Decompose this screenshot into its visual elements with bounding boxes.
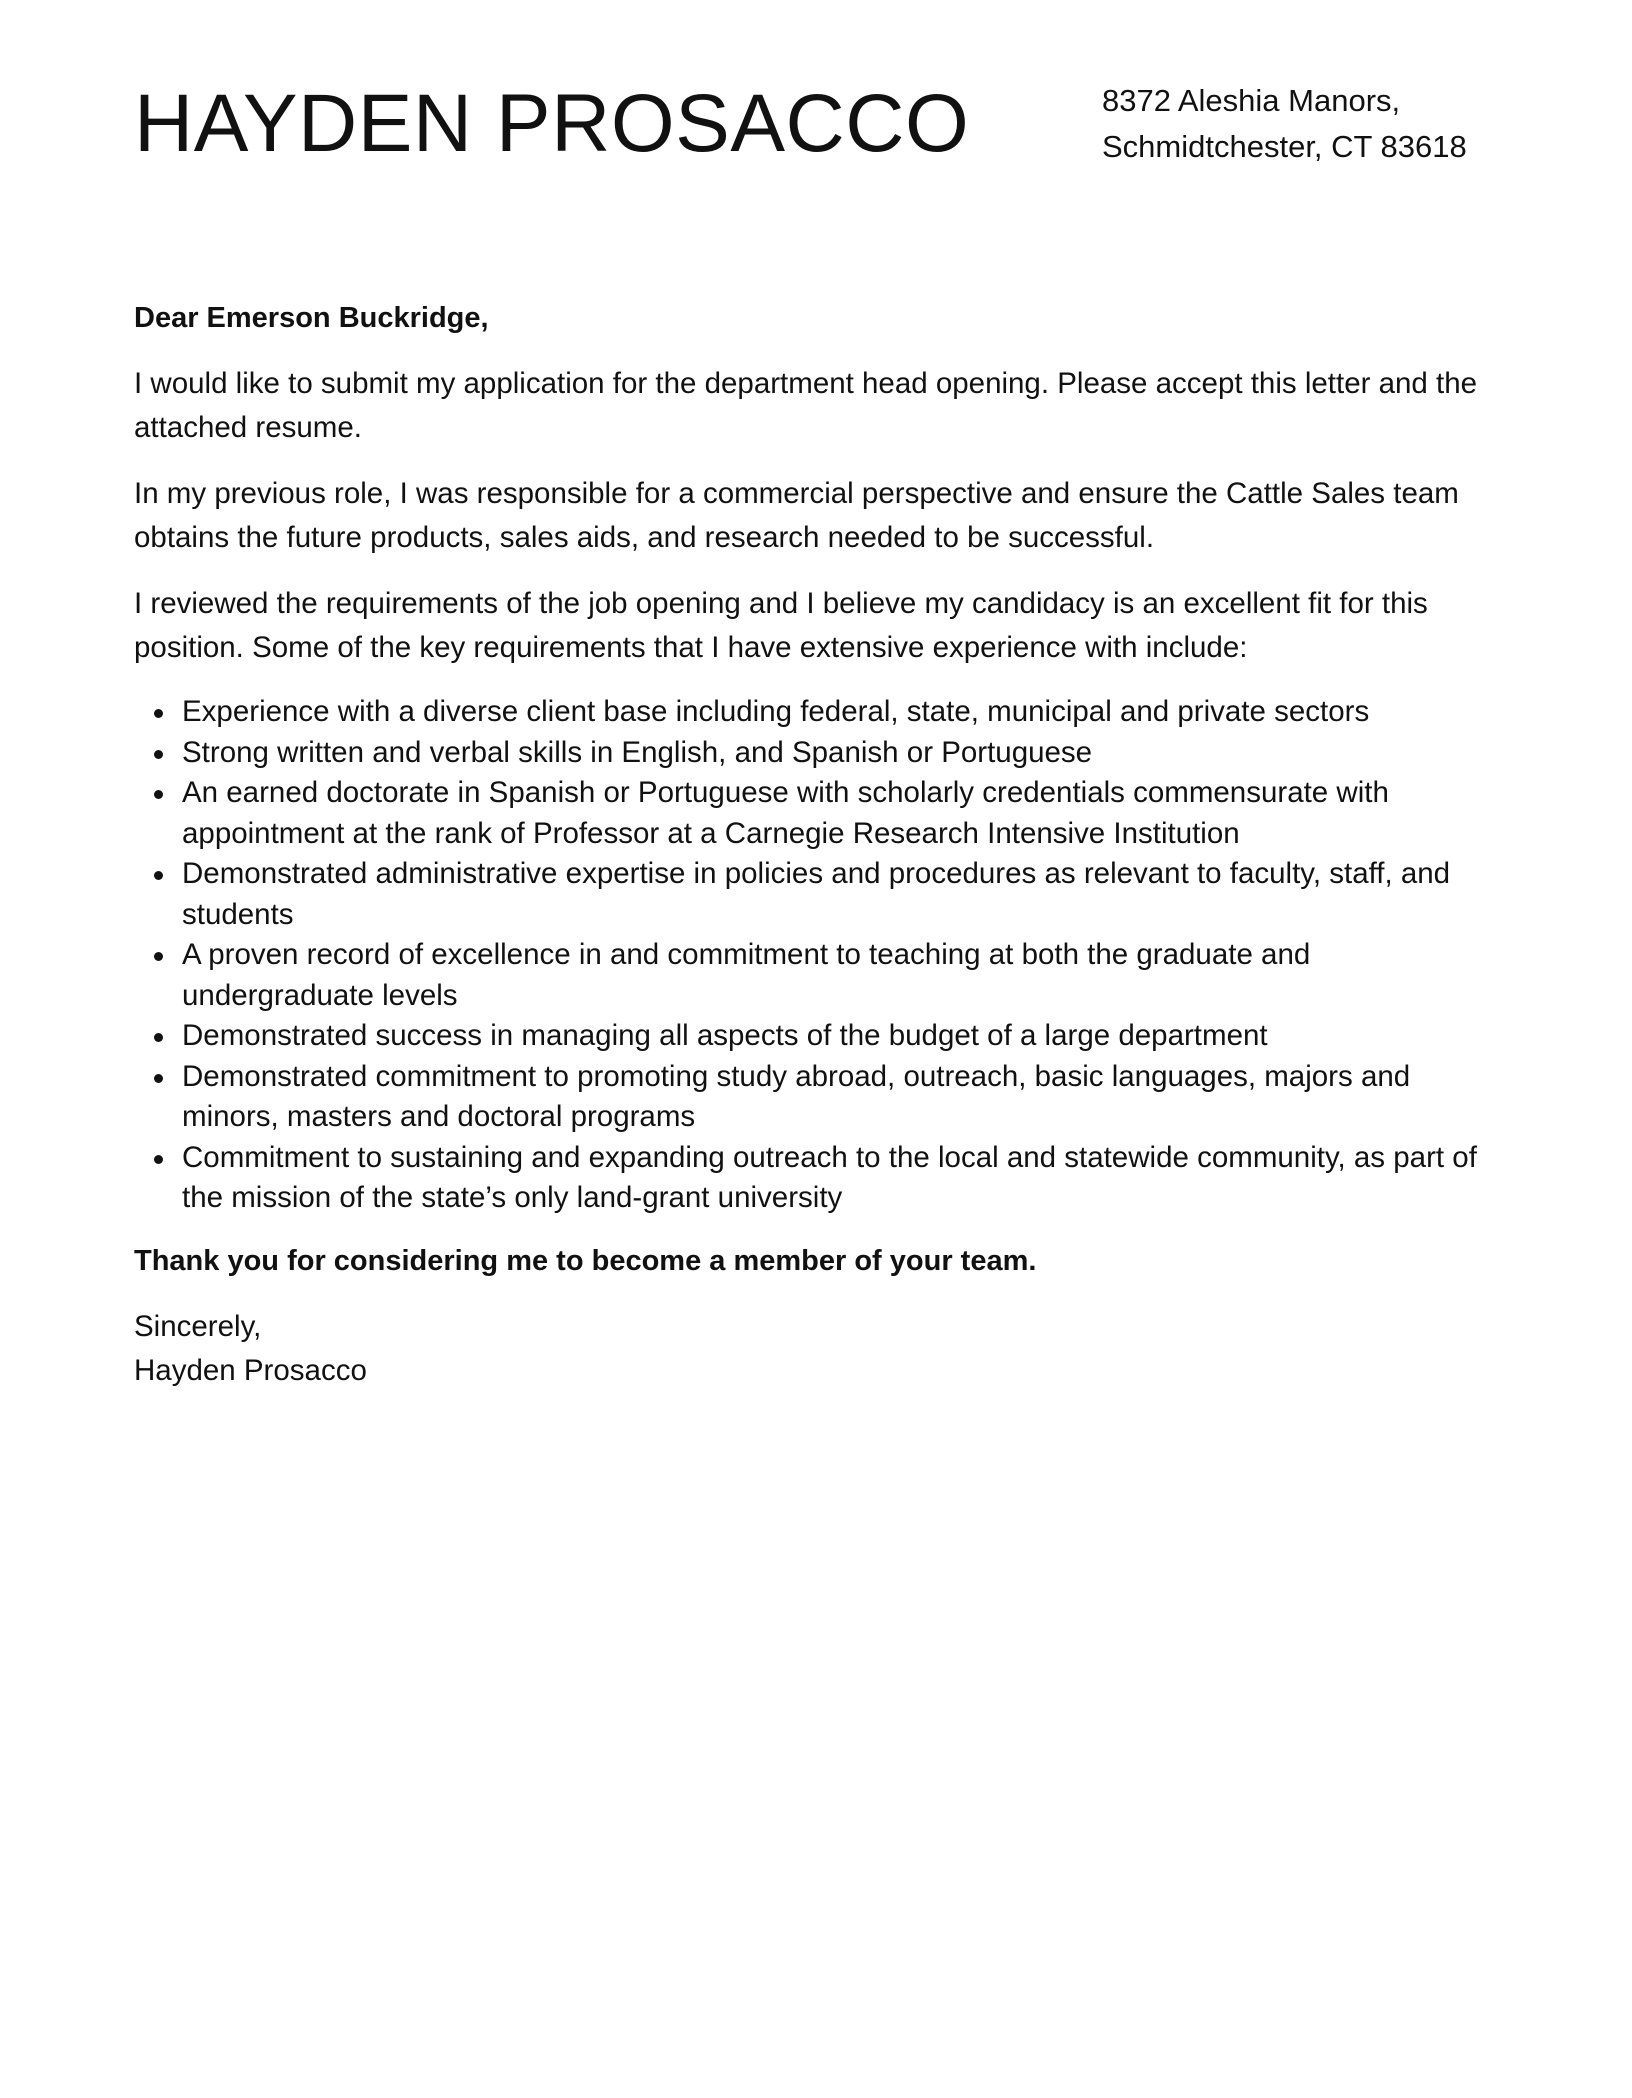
list-item [134,854,1504,935]
list-item [134,773,1504,854]
list-item-text: Strong written and verbal skills in English, and Spanish or Portuguese [182,735,1093,769]
bullet-icon [154,709,163,718]
bullet-icon [154,1074,163,1083]
letter-header [134,66,1504,186]
list-item [134,935,1504,1016]
list-item-text: Commitment to sustaining and expanding outreach to the local and statewide community, as part of the mission of the state’s only land-grant university [182,1140,1477,1214]
signature-name: Hayden Prosacco [134,1353,367,1387]
closing-line: Thank you for considering me to become a member of your team. [134,1244,1037,1277]
bullet-icon [154,1155,163,1164]
list-item-text: A proven record of excellence in and commitment to teaching at both the graduate and undergraduate levels [182,938,1311,1012]
list-item [134,1138,1504,1219]
list-item-text: Experience with a diverse client base including federal, state, municipal and private sectors [182,695,1370,728]
requirements-list [134,692,1504,1219]
address-line-1: 8372 Aleshia Manors, [1102,83,1401,118]
list-item [134,733,1504,774]
list-item [134,1016,1504,1057]
experience-paragraph: In my previous role, I was responsible for a commercial perspective and ensure the Cattle Sales team obtains the future products, sales aids, and research needed to be successful. [134,477,1459,554]
address-line-2: Schmidtchester, CT 83618 [1102,129,1467,164]
list-item [134,1057,1504,1138]
applicant-name: HAYDEN PROSACCO [134,78,970,169]
signoff-block [134,1305,1504,1393]
bullet-icon [154,1033,163,1042]
list-item-text: Demonstrated commitment to promoting study abroad, outreach, basic languages, majors and minors, masters and doctoral programs [182,1059,1411,1133]
letter-body [134,296,1504,1393]
bullet-icon [154,750,163,759]
list-item-text: An earned doctorate in Spanish or Portuguese with scholarly credentials commensurate with appointment at the rank of Professor at a Carnegie Research Intensive Institution [182,776,1389,850]
requirements-intro-paragraph: I reviewed the requirements of the job opening and I believe my candidacy is an excellent fit for this position. Some of the key requirements that I have extensive experience with include: [134,587,1428,664]
bullet-icon [154,871,163,880]
intro-paragraph: I would like to submit my application for the department head opening. Please accept this letter and the attached resume. [134,367,1478,444]
list-item-text: Demonstrated administrative expertise in policies and procedures as relevant to faculty, staff, and students [182,857,1451,931]
bullet-icon [154,952,163,961]
signoff: Sincerely, [134,1309,262,1343]
salutation: Dear Emerson Buckridge, [134,302,489,334]
list-item-text: Demonstrated success in managing all aspects of the budget of a large department [182,1019,1268,1052]
bullet-icon [154,790,163,799]
applicant-address [1102,78,1467,170]
list-item [134,692,1504,733]
